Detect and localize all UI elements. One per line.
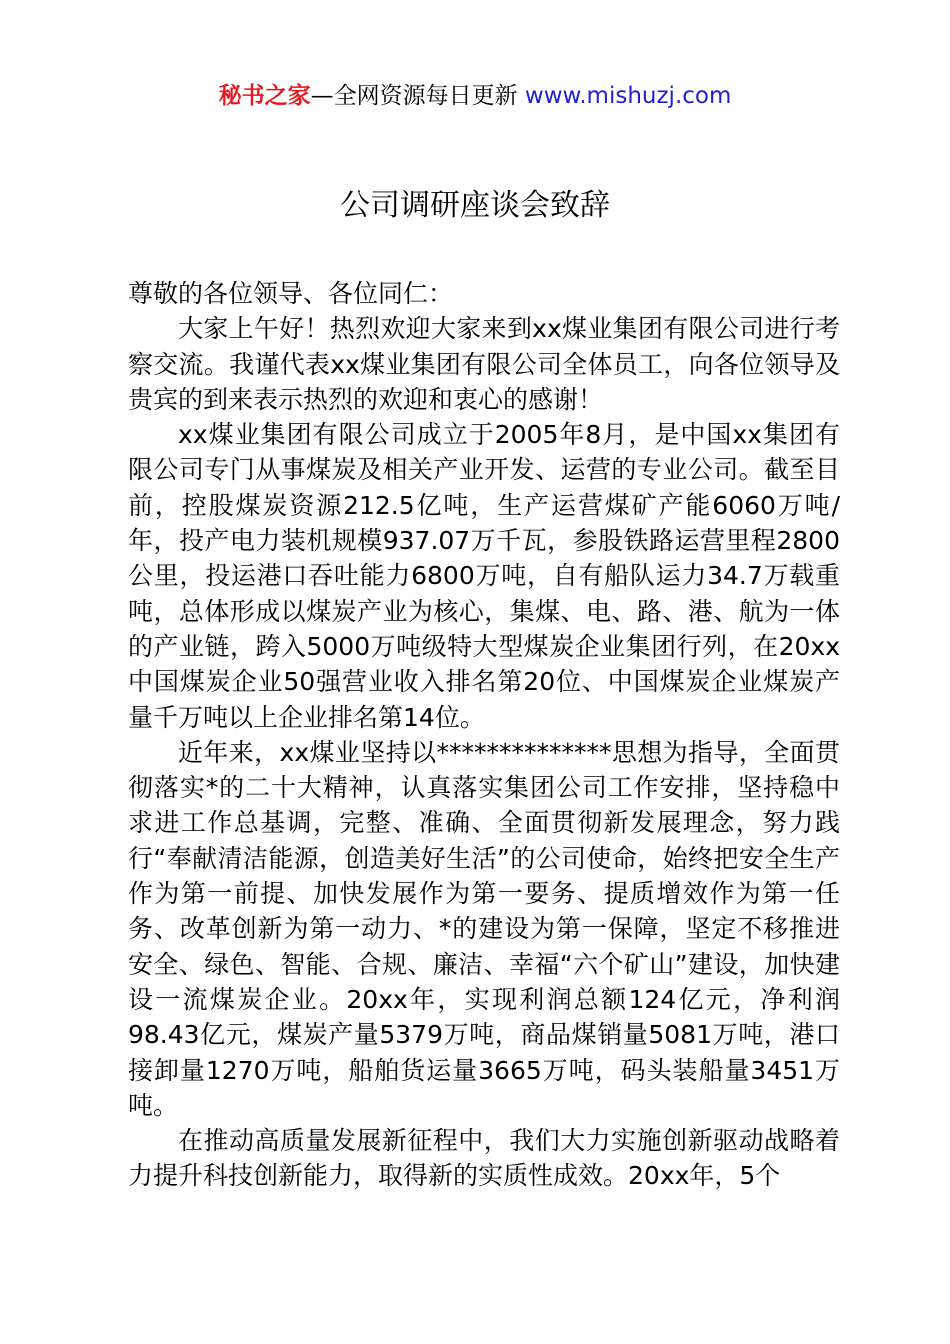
paragraph-4: 在推动高质量发展新征程中，我们大力实施创新驱动战略着力提升科技创新能力，取得新的实质性成效。20xx年，5个: [128, 1126, 840, 1191]
paragraph-3: 近年来，xx煤业坚持以**************思想为指导，全面贯彻落实*的二十大精神，认真落实集团公司工作安排，坚持稳中求进工作总基调，完整、准确、全面贯彻新发展理念，努力践行“奉献清洁能源，创造美好生活”的公司使命，始终把安全生产作为第一前提、加快发展作为第一要务、提质增效作为第一任务、改革创新为第一动力、*的建设为第一保障，坚定不移推进安全、绿色、智能、合规、廉洁、幸福“六个矿山”建设，加快建设一流煤炭企业。20xx年，实现利润总额124亿元，净利润98.43亿元，煤炭产量5379万吨，商品煤销量5081万吨，港口接卸量1270万吨，船舶货运量3665万吨，码头装船量3451万吨。: [128, 737, 840, 1120]
site-url-link[interactable]: www.mishuzj.com: [524, 83, 732, 109]
document-body: [128, 276, 840, 1194]
site-slogan: —全网资源每日更新: [310, 83, 525, 109]
site-header: [0, 80, 950, 112]
paragraph-2: xx煤业集团有限公司成立于2005年8月，是中国xx集团有限公司专门从事煤炭及相关产业开发、运营的专业公司。截至目前，控股煤炭资源212.5亿吨，生产运营煤矿产能6060万吨/年，投产电力装机规模937.07万千瓦，参股铁路运营里程2800公里，投运港口吞吐能力6800万吨，自有船队运力34.7万载重吨，总体形成以煤炭产业为核心，集煤、电、路、港、航为一体的产业链，跨入5000万吨级特大型煤炭企业集团行列，在20xx中国煤炭企业50强营业收入排名第20位、中国煤炭企业煤炭产量千万吨以上企业排名第14位。: [128, 420, 840, 732]
site-brand: 秘书之家: [218, 83, 311, 109]
document-title: 公司调研座谈会致辞: [340, 188, 610, 223]
paragraph-1: 大家上午好！热烈欢迎大家来到xx煤业集团有限公司进行考察交流。我谨代表xx煤业集团有限公司全体员工，向各位领导及贵宾的到来表示热烈的欢迎和衷心的感谢！: [128, 314, 840, 414]
salutation: 尊敬的各位领导、各位同仁：: [128, 279, 454, 308]
